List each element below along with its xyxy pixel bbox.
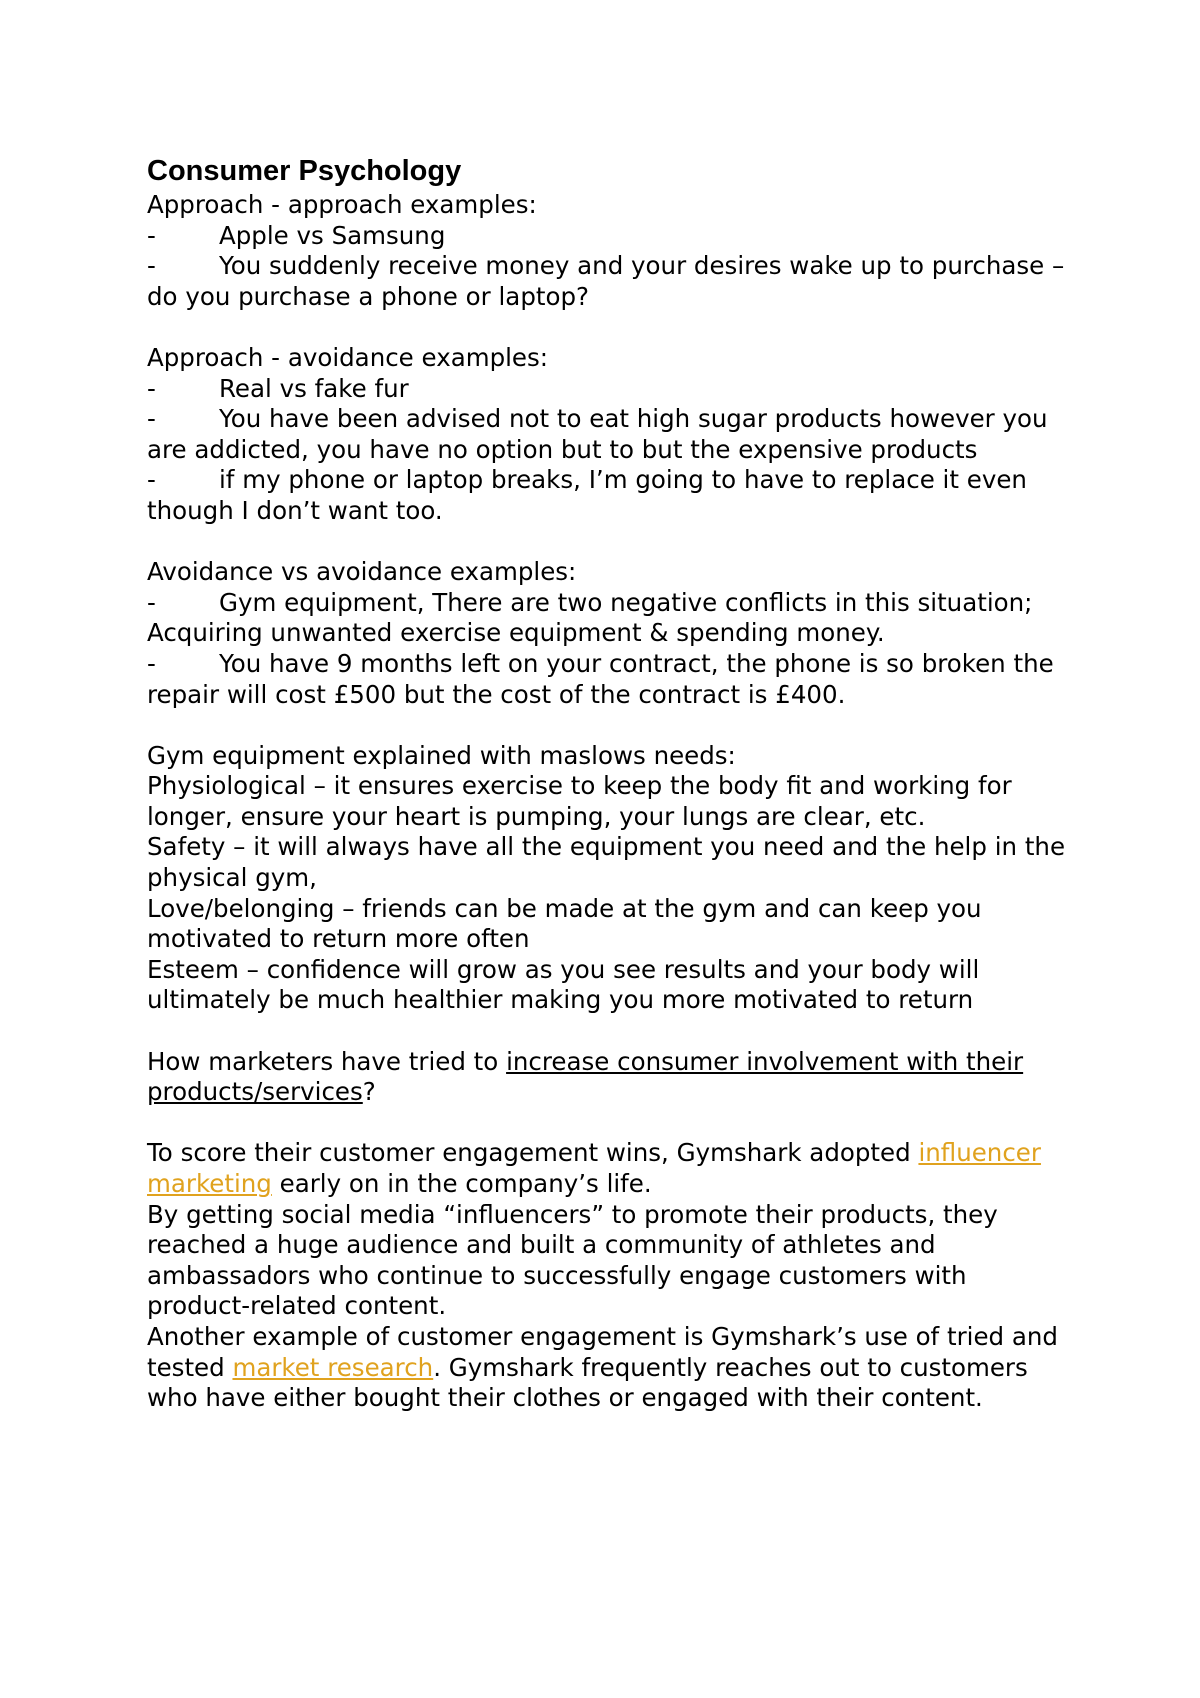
document-title: Consumer Psychology — [147, 155, 462, 187]
paragraph — [147, 1138, 1067, 1199]
bullet-dash: - — [147, 373, 156, 403]
question-suffix: ? — [362, 1077, 376, 1107]
blank-line — [147, 1016, 1067, 1047]
list-item — [147, 251, 1067, 312]
paragraph-line: Love/belonging – friends can be made at the gym and can keep you motivated to return more often — [147, 893, 982, 954]
section-heading: Avoidance vs avoidance examples: — [147, 557, 577, 587]
paragraph-line: Esteem – confidence will grow as you see results and your body will ultimately be much healthier making you more motivated to return — [147, 954, 980, 1015]
section-heading: Approach - approach examples: — [147, 190, 537, 219]
question-paragraph — [147, 1047, 1067, 1108]
list-item — [147, 588, 1067, 649]
market-research-link[interactable]: market research — [232, 1352, 434, 1382]
list-item-text: You have 9 months left on your contract, the phone is so broken the repair will cost £500 but the cost of the contract is £400. — [147, 648, 1054, 709]
paragraph-text: early on in the company’s life. — [271, 1169, 652, 1198]
list-item-text: Apple vs Samsung — [219, 220, 446, 250]
document-page — [147, 150, 1067, 1414]
list-item — [147, 404, 1067, 465]
bullet-dash: - — [147, 251, 156, 281]
blank-line — [147, 312, 1067, 343]
section-heading: Approach - avoidance examples: — [147, 342, 549, 372]
paragraph-text: . Gymshark frequently reaches out to customers who have either bought their clothes or engaged with their content. — [147, 1352, 1028, 1413]
paragraph: By getting social media “influencers” to promote their products, they reached a huge audience and built a community of athletes and ambassadors who continue to successfully engage customers with product-related content. — [147, 1199, 998, 1321]
paragraph-text: To score their customer engagement wins, Gymshark adopted — [147, 1138, 919, 1168]
paragraph-line: Physiological – it ensures exercise to keep the body fit and working for longer, ensure your heart is pumping, your lungs are clear, etc. — [147, 771, 1012, 831]
bullet-dash: - — [147, 220, 156, 250]
list-item — [147, 221, 1067, 252]
question-prefix: How marketers have tried to — [147, 1046, 507, 1076]
influencer-marketing-link[interactable]: influencer marketing — [147, 1138, 1041, 1198]
blank-line — [147, 710, 1067, 741]
question-underlined: increase consumer involvement with their products/services — [147, 1046, 1024, 1107]
section-heading: Gym equipment explained with maslows needs: — [147, 740, 736, 770]
list-item-text: if my phone or laptop breaks, I’m going to have to replace it even though I don’t want too. — [147, 465, 1027, 525]
blank-line — [147, 1108, 1067, 1139]
bullet-dash: - — [147, 587, 156, 617]
paragraph-line: Safety – it will always have all the equipment you need and the help in the physical gym, — [147, 832, 1066, 893]
paragraph — [147, 1322, 1067, 1414]
list-item-text: You suddenly receive money and your desires wake up to purchase – do you purchase a phone or laptop? — [147, 251, 1065, 311]
list-item — [147, 465, 1067, 526]
bullet-dash: - — [147, 404, 156, 434]
blank-line — [147, 527, 1067, 558]
list-item — [147, 374, 1067, 405]
bullet-dash: - — [147, 648, 156, 678]
list-item-text: Gym equipment, There are two negative conflicts in this situation; Acquiring unwanted exercise equipment & spending money. — [147, 587, 1033, 648]
list-item — [147, 649, 1067, 710]
paragraph-text: Another example of customer engagement is Gymshark’s use of tried and tested — [147, 1321, 1058, 1382]
list-item-text: Real vs fake fur — [219, 373, 409, 403]
list-item-text: You have been advised not to eat high sugar products however you are addicted, you have no option but to but the expensive products — [147, 404, 1048, 464]
bullet-dash: - — [147, 465, 156, 495]
